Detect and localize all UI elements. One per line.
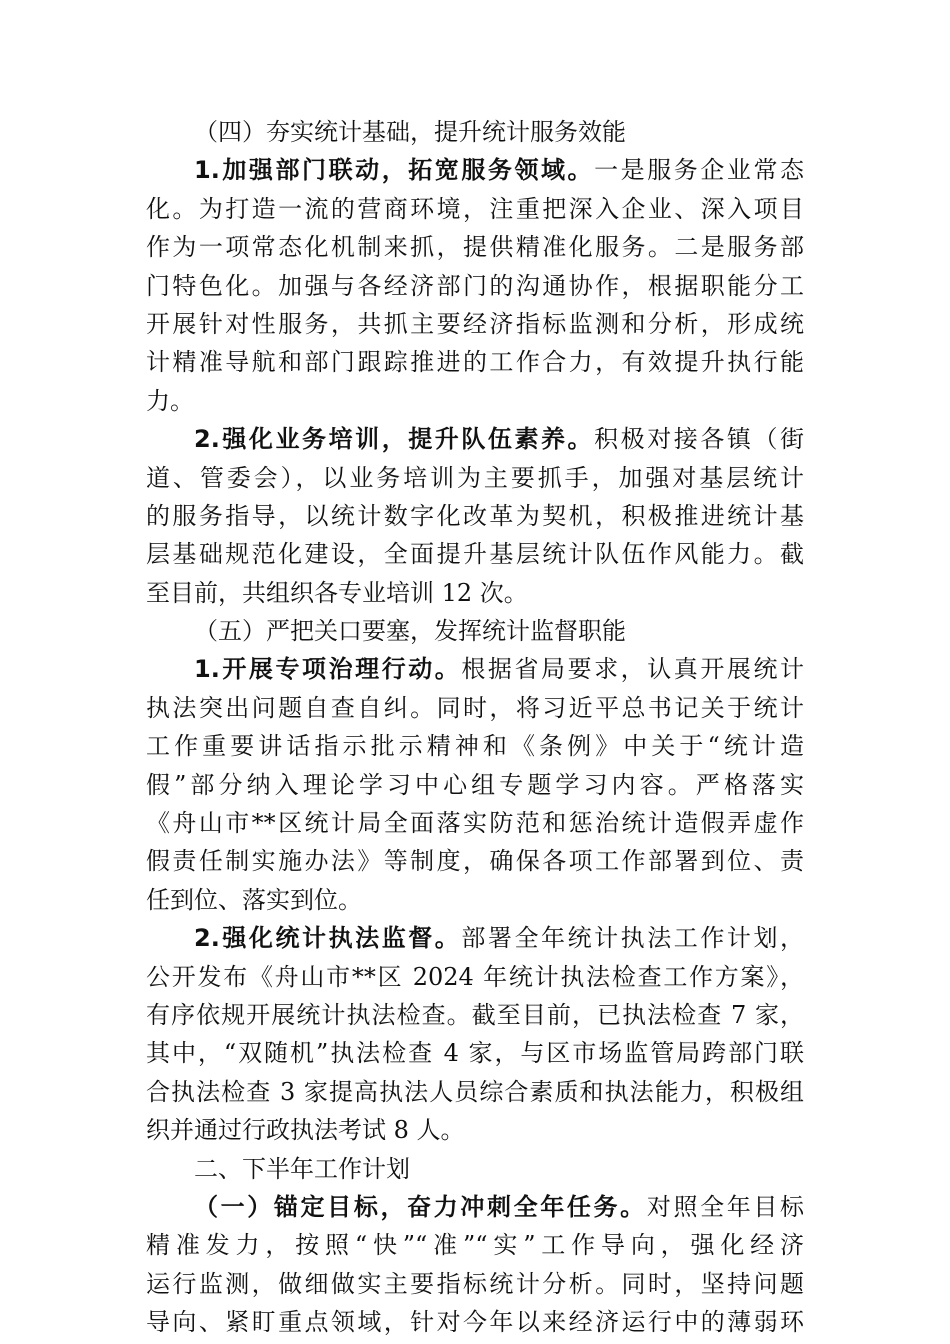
item-text: 积极对接各镇（街 bbox=[594, 425, 804, 454]
paragraph-line: 作为一项常态化机制来抓，提供精准化服务。二是服务部 bbox=[146, 233, 804, 262]
paragraph-line: 精准发力，按照“快”“准”“实”工作导向，强化经济 bbox=[146, 1231, 804, 1260]
paragraph-line: 织并通过行政执法考试 8 人。 bbox=[146, 1116, 465, 1145]
paragraph-line: 任到位、落实到位。 bbox=[146, 885, 362, 914]
item-lead: 1.开展专项治理行动。 bbox=[194, 655, 462, 684]
item-lead: 2.强化业务培训，提升队伍素养。 bbox=[194, 425, 595, 454]
item-text: 一是服务企业常态 bbox=[594, 156, 804, 185]
paragraph-line: 至目前，共组织各专业培训 12 次。 bbox=[146, 578, 528, 607]
item-lead: 2.强化统计执法监督。 bbox=[194, 924, 462, 953]
subheading-four: （四）夯实统计基础，提升统计服务效能 bbox=[194, 118, 626, 146]
paragraph-line: 假责任制实施办法》等制度，确保各项工作部署到位、责 bbox=[146, 847, 804, 876]
paragraph-line: 假”部分纳入理论学习中心组专题学习内容。严格落实 bbox=[146, 770, 804, 799]
paragraph-line: 其中，“双随机”执法检查 4 家，与区市场监管局跨部门联 bbox=[146, 1039, 804, 1068]
paragraph-line: 化。为打造一流的营商环境，注重把深入企业、深入项目 bbox=[146, 194, 804, 223]
item-text: 部署全年统计执法工作计划， bbox=[461, 924, 804, 953]
item-text: 根据省局要求，认真开展统计 bbox=[461, 655, 804, 684]
paragraph-line: 公开发布《舟山市**区 2024 年统计执法检查工作方案》， bbox=[146, 962, 804, 991]
document-page bbox=[146, 113, 804, 1342]
item-3-first-line bbox=[146, 650, 804, 688]
paragraph-line: 的服务指导，以统计数字化改革为契机，积极推进统计基 bbox=[146, 501, 804, 530]
paragraph-line: 工作重要讲话指示批示精神和《条例》中关于“统计造 bbox=[146, 732, 804, 761]
item-lead: 1.加强部门联动，拓宽服务领域。 bbox=[194, 156, 595, 185]
subheading-five: （五）严把关口要塞，发挥统计监督职能 bbox=[194, 617, 626, 646]
paragraph-line: 《舟山市**区统计局全面落实防范和惩治统计造假弄虚作 bbox=[146, 809, 804, 838]
paragraph-line: 层基础规范化建设，全面提升基层统计队伍作风能力。截 bbox=[146, 540, 804, 569]
item-4-first-line bbox=[146, 919, 804, 957]
paragraph-line: 门特色化。加强与各经济部门的沟通协作，根据职能分工 bbox=[146, 271, 804, 300]
item-lead: （一）锚定目标，奋力冲刺全年任务。 bbox=[194, 1191, 647, 1221]
paragraph-line: 有序依规开展统计执法检查。截至目前，已执法检查 7 家， bbox=[146, 1000, 804, 1029]
item-2-first-line bbox=[146, 420, 804, 458]
item-5-first-line bbox=[146, 1188, 804, 1226]
paragraph-line: 合执法检查 3 家提高执法人员综合素质和执法能力，积极组 bbox=[146, 1077, 804, 1106]
paragraph-line: 道、管委会），以业务培训为主要抓手，加强对基层统计 bbox=[146, 463, 804, 492]
paragraph-line: 开展针对性服务，共抓主要经济指标监测和分析，形成统 bbox=[146, 309, 804, 338]
paragraph-line: 计精准导航和部门跟踪推进的工作合力，有效提升执行能 bbox=[146, 348, 804, 377]
section-heading: 二、下半年工作计划 bbox=[194, 1154, 410, 1183]
item-text: 对照全年目标 bbox=[646, 1192, 804, 1221]
item-1-first-line bbox=[146, 151, 804, 189]
paragraph-line: 导向、紧盯重点领域，针对今年以来经济运行中的薄弱环 bbox=[146, 1308, 804, 1337]
paragraph-line: 运行监测，做细做实主要指标统计分析。同时，坚持问题 bbox=[146, 1269, 804, 1298]
paragraph-line: 力。 bbox=[146, 386, 194, 415]
paragraph-line: 执法突出问题自查自纠。同时，将习近平总书记关于统计 bbox=[146, 693, 804, 722]
